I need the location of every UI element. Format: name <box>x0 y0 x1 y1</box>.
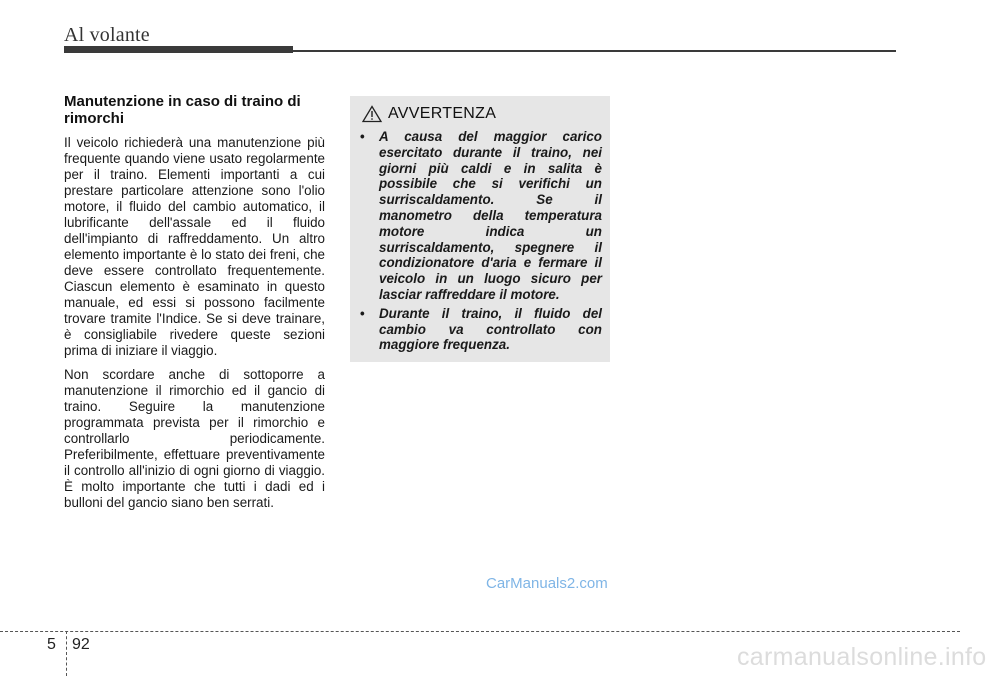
warning-item <box>358 129 602 303</box>
page-number: 92 <box>72 636 90 653</box>
section-heading-line1: Manutenzione in caso di traino di <box>64 93 301 110</box>
footer-rule <box>0 631 960 632</box>
section-heading <box>64 93 325 127</box>
warning-triangle-icon <box>362 105 382 123</box>
watermark-link[interactable]: CarManuals2.com <box>486 575 608 592</box>
warning-header <box>358 105 602 123</box>
warning-item <box>358 306 602 353</box>
left-column <box>64 93 325 519</box>
warning-bullet: • <box>360 305 365 321</box>
warning-item-text: Durante il traino, il fluido del cambio va controllato con maggiore frequenza. <box>379 305 602 353</box>
section-heading-line2: rimorchi <box>64 110 125 127</box>
site-logo-watermark: carmanualsonline.info <box>737 643 987 671</box>
header-rule <box>64 50 896 52</box>
warning-item-text: A causa del maggior carico esercitato durante il traino, nei giorni più caldi e in salita è possibile che si verifichi un surriscaldamento. Se il manometro della temperatura motore indica un surriscaldamento, spegnere il condizionatore d'aria e fermare il veicolo in un luogo sicuro per lasciar raffreddare il motore. <box>379 129 602 302</box>
page-header-title: Al volante <box>64 24 150 46</box>
body-paragraph-1: Il veicolo richiederà una manutenzione più frequente quando viene usato regolarmente per il traino. Elementi importanti a cui prestare particolare attenzione sono l'olio motore, il fluido del cambio automatico, il lubrificante dell'assale ed il fluido dell'impianto di raffreddamento. Un altro elemento importante è lo stato dei freni, che deve essere controllato frequentemente. Ciascun elemento è esaminato in questo manuale, ed essi si possono facilmente trovare tramite l'Indice. Se si deve trainare, è consigliabile rivedere queste sezioni prima di iniziare il viaggio. <box>64 135 325 358</box>
warning-box <box>350 96 610 362</box>
warning-bullet: • <box>360 129 365 144</box>
warning-title: AVVERTENZA <box>388 105 497 122</box>
warning-list <box>358 129 602 353</box>
footer-divider <box>66 631 67 676</box>
body-paragraph-2: Non scordare anche di sottoporre a manutenzione il rimorchio ed il gancio di traino. Seguire la manutenzione programmata prevista per il rimorchio e controllarlo periodicamente. Preferibilmente, effettuare preventivamente il controllo all'inizio di ogni giorno di viaggio. È molto importante che tutti i dadi ed i bulloni del gancio siano ben serrati. <box>64 367 325 510</box>
page-chapter-number: 5 <box>47 636 56 653</box>
